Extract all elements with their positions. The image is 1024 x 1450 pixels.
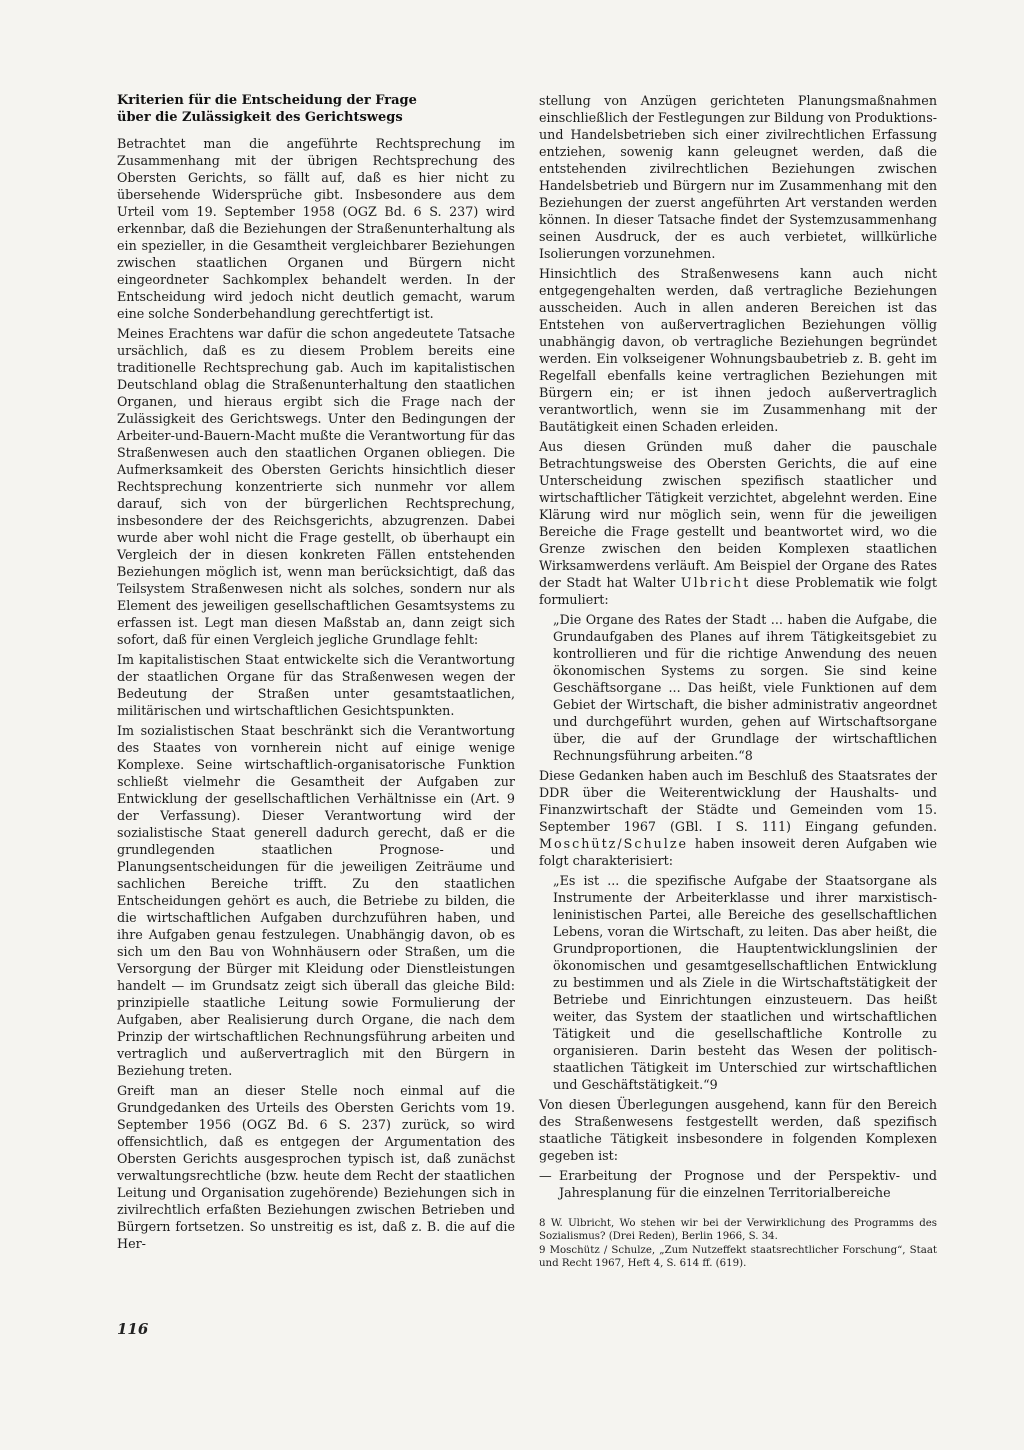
paragraph: Im sozialistischen Staat beschränkt sich die Verantwortung des Staates von vornherein nicht auf einige wenige Komplexe. Seine wirtschaftlich-organisatorische Funktion schließt vielmehr die Gesamtheit der Aufgaben zur Entwicklung der gesellschaftlichen Verhältnisse ein (Art. 9 der Verfassung). Dieser Verantwortung wird der sozialistische Staat generell dadurch gerecht, daß er die grundlegenden staatlichen Prognose- und Planungsentscheidungen für die jeweiligen Zeiträume und sachlichen Bereiche trifft. Zu den staatlichen Entscheidungen gehört es auch, die Betriebe zu bilden, die die wirtschaftlichen Aufgaben durchzuführen haben, und ihre Aufgaben genau festzulegen. Unabhängig davon, ob es sich um den Bau von Wohnhäusern oder Straßen, um die Versorgung der Bürger mit Kleidung oder Dienstleistungen handelt — im Grundsatz zeigt sich überall das gleiche Bild: prinzipielle staatliche Leitung sowie Formulierung der Aufgaben, aber Realisierung durch Organe, die nach dem Prinzip der wirtschaftlichen Rechnungsführung arbeiten und vertraglich und außervertraglich mit den Bürgern in Beziehung treten. bbox=[117, 723, 515, 1078]
footnote: 9 Moschütz / Schulze, „Zum Nutzeffekt staatsrechtlicher Forschung“, Staat und Recht 1967, Heft 4, S. 614 ff. (619). bbox=[539, 1245, 937, 1269]
heading-line-2: über die Zulässigkeit des Gerichtswegs bbox=[117, 110, 403, 125]
page-number: 116 bbox=[117, 1320, 149, 1338]
paragraph-text: diese Problematik wie folgt formuliert: bbox=[539, 575, 937, 607]
dash-bullet: — bbox=[539, 1168, 552, 1183]
right-column bbox=[539, 92, 937, 1271]
footnote: 8 W. Ulbricht, Wo stehen wir bei der Verwirklichung des Programms des Sozialismus? (Drei Reden), Berlin 1966, S. 34. bbox=[539, 1218, 937, 1242]
paragraph bbox=[539, 767, 937, 869]
section-heading bbox=[117, 92, 515, 126]
block-quote: „Die Organe des Rates der Stadt ... haben die Aufgabe, die Grundaufgaben des Planes auf ihrem Tätigkeitsgebiet zu kontrollieren und für die richtige Anwendung des neuen ökonomischen Systems zu sorgen. Sie sind keine Geschäftsorgane ... Das heißt, viele Funktionen auf dem Gebiet der Wirtschaft, die bisher administrativ angeordnet und durchgeführt wurden, gehen auf Wirtschaftsorgane über, die auf der Grundlage der wirtschaftlichen Rechnungsführung arbeiten.“8 bbox=[553, 612, 937, 763]
left-column bbox=[117, 92, 515, 1255]
paragraph: Greift man an dieser Stelle noch einmal auf die Grundgedanken des Urteils des Obersten Gerichts vom 19. September 1956 (OGZ Bd. 6 S. 237) zurück, so wird offensichtlich, daß es entgegen der Argumentation des Obersten Gerichts ausgesprochen typisch ist, daß zunächst verwaltungsrechtliche (bzw. heute dem Recht der staatlichen Leitung und Organisation zugehörende) Beziehungen sich in zivilrechtlich erfaßten Beziehungen zwischen Betrieben und Bürgern fortsetzen. So unstreitig es ist, daß z. B. die auf die Her- bbox=[117, 1083, 515, 1251]
author-name: Ulbricht bbox=[680, 575, 751, 590]
list-item bbox=[539, 1167, 937, 1201]
paragraph bbox=[539, 438, 937, 608]
heading-line-1: Kriterien für die Entscheidung der Frage bbox=[117, 93, 417, 108]
paragraph: stellung von Anzügen gerichteten Planungsmaßnahmen einschließlich der Festlegungen zur Bildung von Produktions- und Handelsbetrieben sich einer zivilrechtlichen Erfassung entziehen, sowenig kann geleugnet werden, daß die entstehenden zivilrechtlichen Beziehungen zwischen Handelsbetrieb und Bürgern nur im Zusammenhang mit den Beziehungen der zuerst angeführten Art verstanden werden können. In dieser Tatsache findet der Systemzusammenhang seinen Ausdruck, der es auch verbietet, willkürliche Isolierungen vorzunehmen. bbox=[539, 93, 937, 261]
paragraph: Hinsichtlich des Straßenwesens kann auch nicht entgegengehalten werden, daß vertragliche Beziehungen ausscheiden. Auch in allen anderen Bereichen ist das Entstehen von außervertraglichen Beziehungen völlig unabhängig davon, ob vertragliche Beziehungen begründet werden. Ein volkseigener Wohnungsbaubetrieb z. B. geht im Regelfall ebenfalls keine vertraglichen Beziehungen mit Bürgern ein; er ist ihnen jedoch außervertraglich verantwortlich, wenn sie im Zusammenhang mit der Bautätigkeit einen Schaden erleiden. bbox=[539, 266, 937, 434]
paragraph: Im kapitalistischen Staat entwickelte sich die Verantwortung der staatlichen Organe für das Straßenwesen wegen der Bedeutung der Straßen unter gesamtstaatlichen, militärischen und wirtschaftlichen Gesichtspunkten. bbox=[117, 652, 515, 718]
paragraph-text: haben insoweit deren Aufgaben wie folgt charakterisiert: bbox=[539, 836, 937, 868]
author-name: Moschütz/Schulze bbox=[539, 836, 689, 851]
footnotes bbox=[539, 1217, 937, 1270]
paragraph: Meines Erachtens war dafür die schon angedeutete Tatsache ursächlich, daß es zu diesem Problem bereits eine traditionelle Rechtsprechung gab. Auch im kapitalistischen Deutschland oblag die Straßenunterhaltung den staatlichen Organen, und hieraus ergibt sich die Frage nach der Zulässigkeit des Gerichtswegs. Unter den Bedingungen der Arbeiter-und-Bauern-Macht mußte die Verantwortung für das Straßenwesen auch den staatlichen Organen obliegen. Die Aufmerksamkeit des Obersten Gerichts hinsichtlich dieser Rechtsprechung konzentrierte sich nunmehr vor allem darauf, sich von der bürgerlichen Rechtsprechung, insbesondere der des Reichsgerichts, abzugrenzen. Dabei wurde aber wohl nicht die Frage gestellt, ob überhaupt ein Vergleich der in diesen konkreten Fällen entstehenden Beziehungen möglich ist, wenn man berücksichtigt, daß das Teilsystem Straßenwesen nicht als solches, sondern nur als Element des jeweiligen gesellschaftlichen Gesamtsystems zu erfassen ist. Legt man diesen Maßstab an, dann zeigt sich sofort, daß für einen Vergleich jegliche Grundlage fehlt: bbox=[117, 326, 515, 647]
paragraph: Von diesen Überlegungen ausgehend, kann für den Bereich des Straßenwesens festgestellt werden, daß spezifisch staatliche Tätigkeit insbesondere in folgenden Komplexen gegeben ist: bbox=[539, 1097, 937, 1163]
paragraph: Betrachtet man die angeführte Rechtsprechung im Zusammenhang mit der übrigen Rechtsprechung des Obersten Gerichts, so fällt auf, daß es hier nicht zu übersehende Widersprüche gibt. Insbesondere aus dem Urteil vom 19. September 1958 (OGZ Bd. 6 S. 237) wird erkennbar, daß die Beziehungen der Straßenunterhaltung als ein spezieller, in die Gesamtheit vergleichbarer Beziehungen zwischen staatlichen Organen und Bürgern nicht eingeordneter Sachkomplex behandelt werden. In der Entscheidung wird jedoch nicht deutlich gemacht, warum eine solche Sonderbehandlung gerechtfertigt ist. bbox=[117, 136, 515, 321]
block-quote: „Es ist ... die spezifische Aufgabe der Staatsorgane als Instrumente der Arbeiterklasse und ihrer marxistisch-leninistischen Partei, alle Bereiche des gesellschaftlichen Lebens, voran die Wirtschaft, zu leiten. Das aber heißt, die Grundproportionen, die Hauptentwicklungslinien der ökonomischen und gesamtgesellschaftlichen Entwicklung zu bestimmen und als Ziele in die Wirtschaftstätigkeit der Betriebe und Einrichtungen einzusteuern. Das heißt weiter, das System der staatlichen und wirtschaftlichen Tätigkeit und die gesellschaftliche Kontrolle zu organisieren. Darin besteht das Wesen der politisch-staatlichen Tätigkeit im Unterschied zur wirtschaftlichen und Geschäftstätigkeit.“9 bbox=[553, 873, 937, 1092]
paragraph-text: Diese Gedanken haben auch im Beschluß des Staatsrates der DDR über die Weiterentwicklung der Haushalts- und Finanzwirtschaft der Städte und Gemeinden vom 15. September 1967 (GBl. I S. 111) Eingang gefunden. bbox=[539, 768, 937, 834]
list-item-text: Erarbeitung der Prognose und der Perspektiv- und Jahresplanung für die einzelnen Territorialbereiche bbox=[559, 1168, 937, 1200]
paragraph-text: Aus diesen Gründen muß daher die pauschale Betrachtungsweise des Obersten Gerichts, die auf eine Unterscheidung zwischen spezifisch staatlicher und wirtschaftlicher Tätigkeit verzichtet, abgelehnt werden. Eine Klärung wird nur möglich sein, wenn für die jeweiligen Bereiche die Frage gestellt und beantwortet wird, wo die Grenze zwischen den beiden Komplexen staatlichen Wirksamwerdens verläuft. Am Beispiel der Organe des Rates der Stadt hat Walter bbox=[539, 439, 937, 590]
